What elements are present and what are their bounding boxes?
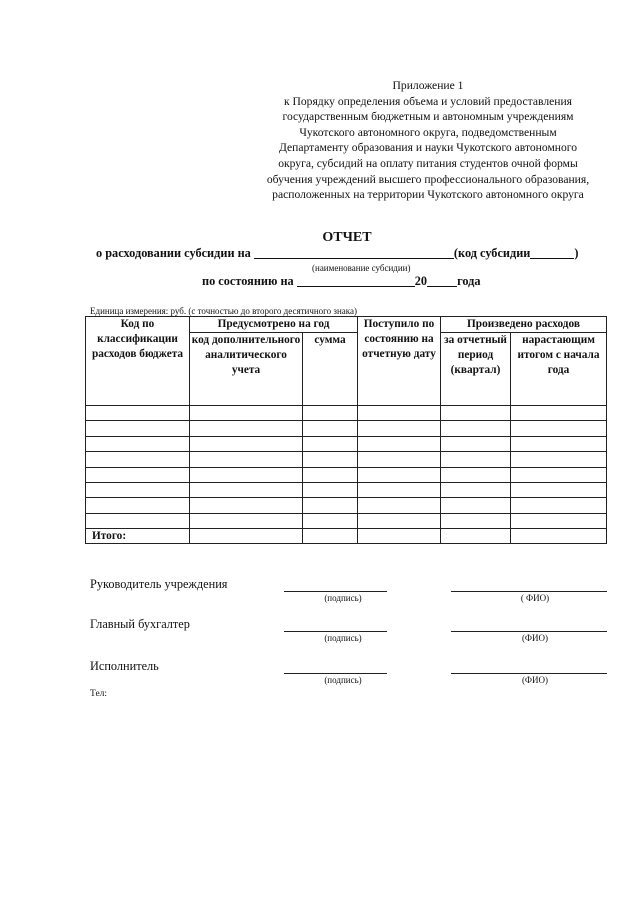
phone-label: Тел: (90, 689, 108, 699)
director-name-line[interactable] (451, 591, 607, 592)
table-cell[interactable] (441, 482, 511, 497)
subsidy-code-blank[interactable] (530, 246, 574, 259)
executor-label: Исполнитель (90, 659, 159, 673)
subsidy-name-blank[interactable] (254, 246, 454, 259)
table-row (86, 498, 607, 513)
subsidy-prefix: о расходовании субсидии на (96, 246, 251, 260)
table-cell[interactable] (86, 498, 190, 513)
table-cell[interactable] (190, 498, 303, 513)
table-cell[interactable] (86, 421, 190, 436)
table-cell[interactable] (358, 529, 441, 544)
table-cell[interactable] (303, 421, 358, 436)
table-cell[interactable] (441, 529, 511, 544)
date-blank[interactable] (297, 274, 415, 287)
appendix-line: Чукотского автономного округа, подведомственным (299, 125, 557, 139)
subsidy-code-prefix: (код субсидии (453, 246, 531, 260)
table-cell[interactable] (358, 452, 441, 467)
table-cell[interactable] (303, 529, 358, 544)
table-cell[interactable] (190, 482, 303, 497)
table-cell[interactable] (358, 421, 441, 436)
accountant-name-caption: (ФИО) (521, 633, 549, 643)
table-cell[interactable] (358, 513, 441, 528)
table-cell[interactable] (190, 529, 303, 544)
table-cell[interactable] (358, 498, 441, 513)
table-cell[interactable] (441, 421, 511, 436)
appendix-line: округа, субсидий на оплату питания студентов очной формы (278, 156, 578, 170)
table-cell[interactable] (303, 467, 358, 482)
date-suffix: года (457, 274, 481, 288)
table-cell[interactable] (441, 406, 511, 421)
table-cell[interactable] (303, 482, 358, 497)
table-cell[interactable] (86, 482, 190, 497)
table-row (86, 513, 607, 528)
table-cell[interactable] (190, 421, 303, 436)
table-cell[interactable] (86, 467, 190, 482)
report-date-line (202, 274, 481, 289)
appendix-header (236, 78, 620, 203)
unit-of-measure: Единица измерения: руб. (с точностью до второго десятичного знака) (90, 306, 357, 316)
appendix-line: государственным бюджетным и автономным учреждениям (282, 110, 574, 124)
table-cell[interactable] (511, 482, 607, 497)
header-planned-group: Предусмотрено на год (190, 317, 358, 333)
year-blank[interactable] (427, 274, 457, 287)
header-received: Поступило по состоянию на отчетную дату (358, 317, 441, 406)
table-cell[interactable] (511, 436, 607, 451)
appendix-line: к Порядку определения объема и условий предоставления (283, 94, 573, 108)
table-cell[interactable] (358, 406, 441, 421)
table-cell[interactable] (190, 406, 303, 421)
table-cell[interactable] (441, 498, 511, 513)
table-cell[interactable] (303, 436, 358, 451)
header-spent-cumulative: нарастающим итогом с начала года (511, 333, 607, 406)
total-label: Итого: (86, 529, 190, 544)
table-cell[interactable] (511, 406, 607, 421)
table-row (86, 421, 607, 436)
year-prefix: 20 (414, 274, 428, 288)
appendix-line: обучения учреждений высшего профессионального образования, (266, 172, 590, 186)
table-cell[interactable] (441, 436, 511, 451)
appendix-line: Департаменту образования и науки Чукотского автономного (278, 141, 578, 155)
table-row (86, 467, 607, 482)
executor-sign-line[interactable] (284, 673, 387, 674)
table-cell[interactable] (86, 406, 190, 421)
table-cell[interactable] (511, 452, 607, 467)
accountant-sign-line[interactable] (284, 631, 387, 632)
table-cell[interactable] (86, 436, 190, 451)
table-cell[interactable] (441, 467, 511, 482)
table-cell[interactable] (358, 482, 441, 497)
table-cell[interactable] (303, 406, 358, 421)
table-row (86, 482, 607, 497)
total-row (86, 529, 607, 544)
accountant-sign-caption: (подпись) (324, 633, 362, 643)
table-cell[interactable] (190, 452, 303, 467)
table-cell[interactable] (441, 452, 511, 467)
header-budget-code: Код по классификации расходов бюджета (86, 317, 190, 406)
table-cell[interactable] (511, 498, 607, 513)
date-prefix: по состоянию на (202, 274, 294, 288)
appendix-line: Приложение 1 (392, 79, 464, 92)
table-cell[interactable] (511, 513, 607, 528)
table-cell[interactable] (511, 421, 607, 436)
table-cell[interactable] (441, 513, 511, 528)
report-subsidy-line (96, 246, 579, 261)
header-planned-code: код дополнительного аналитического учета (190, 333, 303, 406)
director-sign-line[interactable] (284, 591, 387, 592)
director-sign-caption: (подпись) (324, 593, 362, 603)
report-title: ОТЧЕТ (322, 230, 372, 245)
table-row (86, 452, 607, 467)
table-cell[interactable] (303, 452, 358, 467)
subsidy-name-caption: (наименование субсидии) (312, 263, 411, 273)
executor-name-line[interactable] (451, 673, 607, 674)
director-label: Руководитель учреждения (90, 577, 228, 591)
appendix-line: расположенных на территории Чукотского автономного округа (272, 188, 584, 202)
header-planned-sum: сумма (303, 333, 358, 406)
accountant-name-line[interactable] (451, 631, 607, 632)
executor-name-caption: (ФИО) (521, 675, 549, 685)
header-spent-period: за отчетный период (квартал) (441, 333, 511, 406)
table-cell[interactable] (190, 436, 303, 451)
director-name-caption: ( ФИО) (520, 593, 550, 603)
table-row (86, 406, 607, 421)
subsidy-code-suffix: ) (574, 246, 579, 260)
table-cell[interactable] (358, 436, 441, 451)
table-cell[interactable] (190, 513, 303, 528)
table-cell[interactable] (511, 467, 607, 482)
accountant-label: Главный бухгалтер (90, 617, 190, 631)
table-cell[interactable] (303, 498, 358, 513)
executor-sign-caption: (подпись) (324, 675, 362, 685)
report-table (85, 316, 607, 544)
table-cell[interactable] (86, 513, 190, 528)
table-cell[interactable] (358, 467, 441, 482)
table-cell[interactable] (86, 452, 190, 467)
table-cell[interactable] (303, 513, 358, 528)
table-cell[interactable] (511, 529, 607, 544)
table-cell[interactable] (190, 467, 303, 482)
table-row (86, 436, 607, 451)
header-spent-group: Произведено расходов (441, 317, 607, 333)
